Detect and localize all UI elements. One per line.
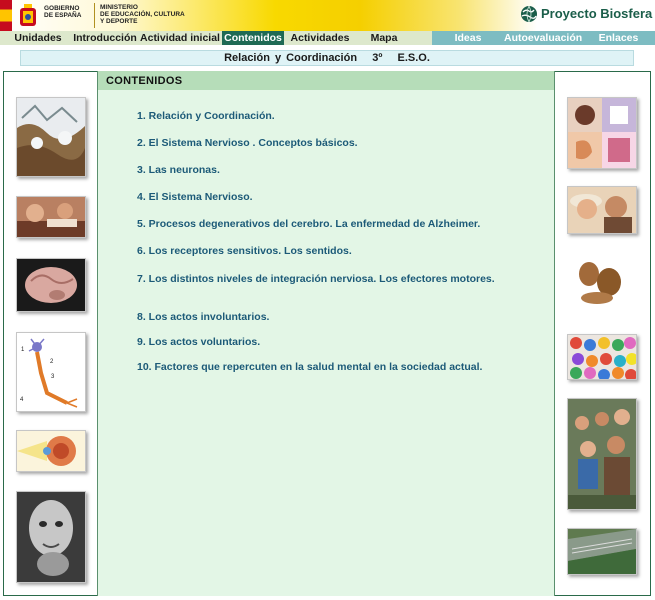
toc-item-5[interactable]: 5. Procesos degenerativos del cerebro. La enfermedad de Alzheimer. — [137, 218, 481, 230]
coat-of-arms-icon — [18, 3, 38, 28]
brand-title[interactable]: Proyecto Biosfera — [541, 6, 653, 21]
main-nav — [0, 31, 655, 45]
nav-autoevaluacion[interactable]: Autoevaluación — [504, 32, 583, 44]
diagram-label-3: 3 — [51, 374, 55, 380]
toc-item-8[interactable]: 8. Los actos involuntarios. — [137, 311, 270, 323]
nav-mapa[interactable]: Mapa — [370, 32, 398, 44]
contents-header — [98, 71, 554, 90]
diagram-label-1: 1 — [21, 347, 25, 353]
unit-subtitle: Relación y Coordinación 3º E.S.O. — [224, 52, 430, 64]
toc-item-2[interactable]: 2. El Sistema Nervioso . Conceptos básicos. — [137, 137, 358, 149]
government-logo-text — [44, 5, 90, 19]
colorful-pills-image — [567, 334, 637, 380]
people-relaxing-image — [16, 196, 86, 238]
gov-line-2: DE ESPAÑA — [44, 12, 82, 19]
toc-item-10[interactable]: 10. Factores que repercuten en la salud mental en la sociedad actual. — [137, 361, 483, 373]
stadium-image — [567, 528, 637, 575]
contents-panel — [97, 71, 555, 596]
crowd-image — [567, 398, 637, 510]
nav-actividades[interactable]: Actividades — [290, 32, 350, 44]
snowy-landscape-image — [16, 97, 86, 177]
nav-enlaces[interactable]: Enlaces — [598, 32, 639, 44]
nav-actividad-inicial[interactable]: Actividad inicial — [140, 32, 220, 44]
toc-item-9[interactable]: 9. Los actos voluntarios. — [137, 336, 261, 348]
diagram-label-2: 2 — [50, 359, 54, 365]
toc-item-1[interactable]: 1. Relación y Coordinación. — [137, 110, 275, 122]
nav-ideas[interactable]: Ideas — [454, 32, 482, 44]
couple-image — [567, 186, 637, 234]
nav-contenidos[interactable]: Contenidos — [222, 31, 284, 45]
toc-item-6[interactable]: 6. Los receptores sensitivos. Los sentidos. — [137, 245, 352, 257]
eye-anatomy-image — [16, 430, 86, 472]
gov-line-1: GOBIERNO — [44, 5, 80, 12]
toc-item-4[interactable]: 4. El Sistema Nervioso. — [137, 191, 253, 203]
diagram-label-4: 4 — [20, 397, 24, 403]
nav-unidades[interactable]: Unidades — [14, 32, 62, 44]
nav-right-group — [432, 31, 655, 45]
senses-collage-image — [567, 97, 637, 169]
site-header — [0, 0, 655, 31]
ministry-line-1: MINISTERIO — [100, 4, 138, 11]
toc-item-7[interactable]: 7. Los distintos niveles de integración nerviosa. Los efectores motores. — [137, 273, 495, 285]
ministry-logo-text — [100, 4, 210, 25]
nav-introduccion[interactable]: Introducción — [73, 32, 137, 44]
globe-icon — [520, 5, 538, 23]
header-divider — [94, 3, 95, 28]
neuron-diagram-image — [16, 332, 86, 412]
toc-item-3[interactable]: 3. Las neuronas. — [137, 164, 220, 176]
ministry-line-3: Y DEPORTE — [100, 18, 138, 25]
contents-title: CONTENIDOS — [106, 75, 183, 87]
subtitle-bar — [20, 50, 634, 66]
spain-flag-strip — [0, 0, 12, 31]
elderly-woman-image — [16, 491, 86, 583]
ministry-line-2: DE EDUCACIÓN, CULTURA — [100, 11, 185, 18]
brain-section-image — [16, 258, 86, 312]
clay-figures-image — [567, 252, 635, 308]
